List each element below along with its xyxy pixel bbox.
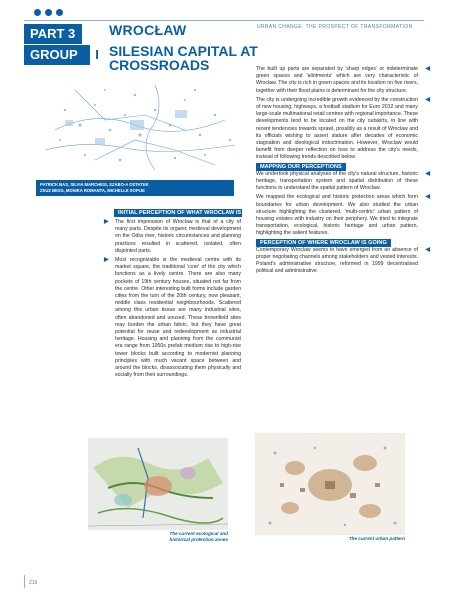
urban-pattern-map [255, 433, 405, 535]
paragraph-block [256, 66, 430, 95]
group-badge [24, 45, 104, 65]
right-text-column [256, 66, 430, 276]
left-text-column [104, 219, 241, 379]
paragraph-block [256, 194, 430, 237]
section-heading: PERCEPTION OF WHERE WROCLAW IS GOING [256, 239, 391, 247]
authors-line: PATRICK BAS, SILVIA MARCHESI, SZABO-A OSTATEK [40, 182, 149, 187]
body-paragraph: The built up parts are separated by 'sharp edges' or indeterminate green spaces and 'allotments' which are very characteristic of Wroclaw. The city is rich in green spaces and its location on five rivers, together with their flood plains is determinant for the city structure. [256, 66, 418, 94]
body-paragraph: Most recognizable is the medieval centre with its market square, the traditional 'core' of the city which functions as a lively centre. There are also many pockets of 19th century houses, situated not far from the centre. Other interesting built forms include garden cities from the turn of the 20th century, now pleasant, middle class residential neighbourhoods. Scattered among this urban tissue are many industrial sites, often abandoned and unused. These brownfield sites may burden the urban fabric, but they have great potential for reuse and redevelopment as industrial heritage. Housing and planning from the communist era range from 1950s prefab medium rise to high-rise tower blocks built according to modernist planning principles with much vacant space between and around the blocks, disassociating them physically and socially from their surroundings. [115, 257, 241, 379]
authors-line: ZSUZ BESS, MONIKA ROMANTA, MICHELLE SOPIJE [40, 188, 145, 193]
footer-rule [24, 575, 25, 588]
part-badge [24, 24, 82, 44]
chapter-header [24, 22, 258, 73]
arrow-icon: ▶ [104, 219, 109, 225]
decorative-dots [34, 9, 63, 16]
city-map-image [35, 70, 245, 180]
arrow-icon: ◀ [425, 194, 430, 201]
page-number: 216 [29, 580, 38, 586]
page-subtitle: SILESIAN CAPITAL AT CROSSROADS [109, 43, 258, 73]
group-number: I [90, 45, 104, 65]
authors-block [36, 180, 234, 196]
body-paragraph: Contemporary Wroclaw seems to have emerged from an absence of proper negotiating channels among stakeholders and vested interests. Poland's administrative structure, reformed in 1999 decentralised political and administrative [256, 246, 418, 275]
body-paragraph: The city is undergoing incredible growth evidenced by the construction of new housing, highways, a football stadium for Euro 2012 and many large-scale multinational retail centres with regional importance. These developments tend to be located on the city outskirts, in line with recent tendencies towards sprawl, possibly as a result of Wroclaw and its officials wishing to assert stature after decades of economic stagnation and ideological indoctrination. However, Wroclaw would benefit from deeper reflection on how to address the city's needs, instead of following trends described below. [256, 96, 418, 161]
urban-map-graphic [255, 433, 405, 535]
body-paragraph: We undertook physical analyses of the city's natural structure, historic heritage, transportation system and spatial distribution of these functions to understand the spatial pattern of Wroclaw. [256, 170, 418, 192]
section-heading: INITIAL PERCEPTION OF WHAT WROCLAW IS [114, 209, 242, 217]
city-map-graphic [35, 70, 245, 180]
ecological-zones-map [88, 438, 228, 530]
group-label: GROUP [30, 47, 78, 62]
section-heading: MAPPING OUR PERCEPTIONS [256, 163, 346, 171]
image-caption: The current ecological and historical protection zones [169, 531, 228, 542]
ecological-map-graphic [88, 438, 228, 530]
part-label: PART 3 [30, 26, 76, 41]
paragraph-block [104, 219, 241, 255]
page-title: WROCŁAW [109, 22, 187, 38]
arrow-icon: ▶ [104, 257, 109, 264]
dot-icon [45, 9, 52, 16]
paragraph-block [256, 96, 430, 162]
body-paragraph: We mapped the ecological and historic protection areas which form boundaries for urban development. We also studied the urban structure highlighting the clustered, 'multi-centric' urban pattern of housing estates with industry on their periphery. We tried to integrate transportation, ecological, historic heritage and urban pattern, highlighting the salient features. [256, 194, 418, 237]
arrow-icon: ◀ [425, 170, 430, 177]
paragraph-block [256, 170, 430, 193]
header-rule [24, 20, 424, 21]
image-caption: The current urban pattern [348, 536, 405, 541]
arrow-icon: ◀ [425, 96, 430, 103]
paragraph-block [256, 246, 430, 276]
running-title: URBAN CHANGE: THE PROSPECT OF TRANSFORMATION [257, 24, 413, 30]
paragraph-block [104, 257, 241, 379]
arrow-icon: ◀ [425, 246, 430, 253]
arrow-icon: ◀ [425, 66, 430, 72]
dot-icon [56, 9, 63, 16]
body-paragraph: The first impression of Wroclaw is that of a city of many parts. Despite its organic medieval development on the Odra river, historic circumstances and planning practices resulted in scattered, isolated, often disjointed parts. [115, 219, 241, 254]
dot-icon [34, 9, 41, 16]
